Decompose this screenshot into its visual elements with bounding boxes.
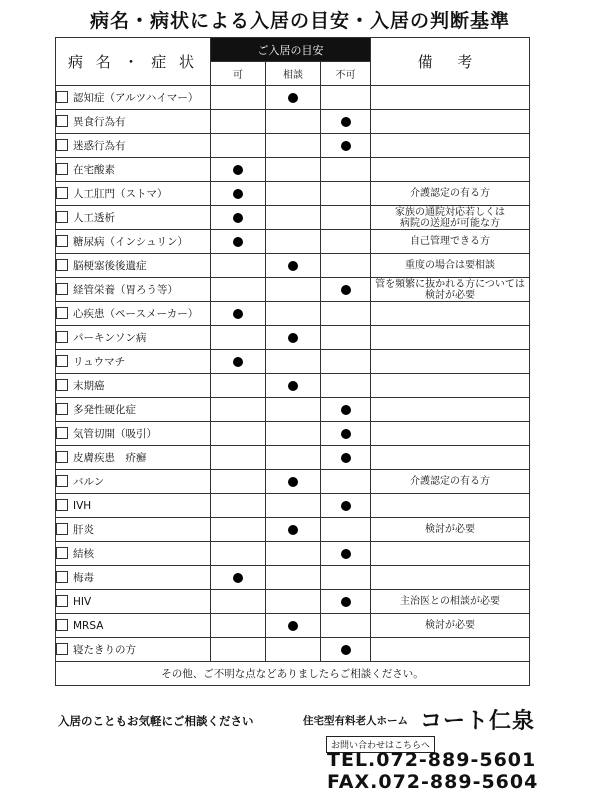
disease-cell [56,134,211,158]
remarks-cell [371,110,530,134]
remarks-text: 家族の通院対応若しくは [395,206,506,218]
remarks-text: 病院の送迎が可能な方 [400,217,501,229]
mark-cell-no [321,470,371,494]
mark-cell-consult [266,110,321,134]
disease-cell [56,638,211,662]
mark-cell-ok [211,110,266,134]
checkbox-icon[interactable] [56,139,68,151]
table-row [56,638,530,662]
mark-cell-ok [211,182,266,206]
mark-cell-no [321,254,371,278]
mark-cell-consult [266,254,321,278]
mark-cell-ok [211,158,266,182]
mark-cell-no [321,350,371,374]
invite-text: 入居のこともお気軽にご相談ください [58,714,254,728]
remarks-cell [371,254,530,278]
disease-cell [56,254,211,278]
mark-cell-no [321,422,371,446]
filled-circle-icon [233,357,243,367]
filled-circle-icon [288,93,298,103]
disease-cell [56,494,211,518]
checkbox-icon[interactable] [56,571,68,583]
checkbox-icon[interactable] [56,259,68,271]
mark-cell-consult [266,134,321,158]
disease-label: 人工肛門（ストマ） [73,188,168,200]
mark-cell-ok [211,86,266,110]
disease-label: 糖尿病（インシュリン） [73,236,189,248]
disease-cell [56,302,211,326]
disease-label: 肝炎 [73,524,94,536]
table-row [56,566,530,590]
mark-cell-consult [266,638,321,662]
checkbox-icon[interactable] [56,283,68,295]
mark-cell-no [321,638,371,662]
fax-number: FAX.072-889-5604 [327,771,539,793]
mark-cell-ok [211,614,266,638]
filled-circle-icon [233,573,243,583]
remarks-text: 検討が必要 [425,620,476,631]
remarks-cell [371,470,530,494]
remarks-cell [371,158,530,182]
disease-label: MRSA [73,619,104,632]
mark-cell-ok [211,398,266,422]
mark-cell-no [321,278,371,302]
mark-cell-no [321,614,371,638]
remarks-cell [371,134,530,158]
mark-cell-ok [211,206,266,230]
disease-cell [56,158,211,182]
filled-circle-icon [341,645,351,655]
filled-circle-icon [341,141,351,151]
remarks-cell [371,86,530,110]
checkbox-icon[interactable] [56,523,68,535]
disease-label: 皮膚疾患 疥癬 [73,452,147,464]
disease-cell [56,590,211,614]
page-title: 病名・病状による入居の目安・入居の判断基準 [89,10,510,32]
filled-circle-icon [288,621,298,631]
mark-cell-consult [266,494,321,518]
checkbox-icon[interactable] [56,427,68,439]
disease-cell [56,206,211,230]
remarks-cell [371,182,530,206]
table-row [56,542,530,566]
filled-circle-icon [233,165,243,175]
mark-cell-no [321,158,371,182]
filled-circle-icon [341,405,351,415]
table-row [56,278,530,302]
disease-label: 異食行為有 [73,116,126,128]
criteria-table [55,37,530,686]
mark-cell-no [321,110,371,134]
mark-cell-ok [211,470,266,494]
mark-cell-consult [266,542,321,566]
checkbox-icon[interactable] [56,643,68,655]
tel-number: TEL.072-889-5601 [327,749,537,771]
disease-label: 脳梗塞後後遺症 [73,260,147,272]
mark-cell-ok [211,518,266,542]
disease-cell [56,518,211,542]
disease-label: リュウマチ [73,356,126,368]
mark-cell-ok [211,134,266,158]
disease-label: バルン [73,476,105,488]
checkbox-icon[interactable] [56,619,68,631]
disease-cell [56,326,211,350]
mark-cell-consult [266,302,321,326]
table-row [56,230,530,254]
remarks-cell [371,278,530,302]
mark-cell-no [321,446,371,470]
disease-label: 梅毒 [73,572,94,584]
mark-cell-no [321,494,371,518]
table-row [56,494,530,518]
table-body [56,86,530,662]
table-row [56,254,530,278]
checkbox-icon[interactable] [56,499,68,511]
table-row [56,470,530,494]
disease-label: 多発性硬化症 [73,404,136,416]
remarks-text: 介護認定の有る方 [410,476,491,487]
mark-cell-no [321,566,371,590]
remarks-cell [371,350,530,374]
remarks-cell [371,206,530,230]
header-ok: 可 [211,62,266,86]
disease-label: 気管切開（吸引） [73,428,157,440]
disease-label: 心疾患（ペースメーカー） [73,308,199,320]
disease-label: パーキンソン病 [73,332,147,344]
disease-cell [56,110,211,134]
mark-cell-no [321,326,371,350]
mark-cell-ok [211,350,266,374]
mark-cell-consult [266,398,321,422]
checkbox-icon[interactable] [56,403,68,415]
mark-cell-ok [211,374,266,398]
company-name: コート仁泉 [420,709,536,734]
mark-cell-no [321,230,371,254]
mark-cell-ok [211,278,266,302]
remarks-cell [371,326,530,350]
disease-label: IVH [73,499,92,512]
table-row [56,110,530,134]
disease-cell [56,86,211,110]
table-row [56,398,530,422]
disease-label: 結核 [73,548,94,560]
disease-label: 経管栄養（胃ろう等） [73,284,178,296]
filled-circle-icon [288,477,298,487]
mark-cell-consult [266,614,321,638]
filled-circle-icon [233,213,243,223]
remarks-text: 検討が必要 [425,289,476,301]
filled-circle-icon [341,285,351,295]
table-row [56,614,530,638]
table-row [56,86,530,110]
mark-cell-ok [211,422,266,446]
checkbox-icon[interactable] [56,451,68,463]
table-row [56,302,530,326]
mark-cell-no [321,518,371,542]
checkbox-icon[interactable] [56,547,68,559]
mark-cell-no [321,374,371,398]
disease-cell [56,446,211,470]
remarks-text: 自己管理できる方 [410,236,491,247]
checkbox-icon[interactable] [56,91,68,103]
footer-note: その他、ご不明な点などありましたらご相談ください。 [56,662,530,686]
mark-cell-consult [266,278,321,302]
mark-cell-consult [266,86,321,110]
remarks-cell [371,302,530,326]
checkbox-icon[interactable] [56,211,68,223]
disease-label: 末期癌 [73,380,105,392]
table-row [56,326,530,350]
mark-cell-consult [266,230,321,254]
mark-cell-ok [211,446,266,470]
remarks-cell [371,422,530,446]
mark-cell-ok [211,638,266,662]
mark-cell-consult [266,446,321,470]
checkbox-icon[interactable] [56,163,68,175]
mark-cell-no [321,302,371,326]
mark-cell-ok [211,494,266,518]
mark-cell-no [321,398,371,422]
remarks-cell [371,374,530,398]
mark-cell-no [321,590,371,614]
header-consult: 相談 [266,62,321,86]
filled-circle-icon [233,189,243,199]
remarks-cell [371,590,530,614]
table-row [56,182,530,206]
filled-circle-icon [288,333,298,343]
table-row [56,206,530,230]
filled-circle-icon [341,453,351,463]
mark-cell-consult [266,158,321,182]
disease-cell [56,614,211,638]
disease-cell [56,470,211,494]
header-no: 不可 [321,62,371,86]
disease-label: 在宅酸素 [73,164,115,176]
remarks-cell [371,614,530,638]
disease-label: 迷惑行為有 [73,140,126,152]
mark-cell-consult [266,350,321,374]
filled-circle-icon [233,309,243,319]
filled-circle-icon [288,261,298,271]
remarks-cell [371,566,530,590]
remarks-cell [371,230,530,254]
mark-cell-no [321,86,371,110]
remarks-cell [371,518,530,542]
mark-cell-consult [266,590,321,614]
remarks-text: 管を頻繁に抜かれる方については [375,278,525,290]
filled-circle-icon [233,237,243,247]
disease-label: 認知症（アルツハイマー） [73,92,199,104]
filled-circle-icon [341,597,351,607]
remarks-cell [371,494,530,518]
mark-cell-consult [266,182,321,206]
disease-label: HIV [73,595,92,608]
mark-cell-consult [266,326,321,350]
header-remarks: 備 考 [371,38,530,86]
mark-cell-ok [211,566,266,590]
checkbox-icon[interactable] [56,355,68,367]
filled-circle-icon [341,549,351,559]
disease-cell [56,566,211,590]
mark-cell-consult [266,566,321,590]
table-row [56,374,530,398]
table-row [56,350,530,374]
header-disease: 病 名 ・ 症 状 [56,38,211,86]
filled-circle-icon [288,381,298,391]
table-row [56,590,530,614]
table-row [56,422,530,446]
checkbox-icon[interactable] [56,595,68,607]
checkbox-icon[interactable] [56,331,68,343]
filled-circle-icon [341,117,351,127]
mark-cell-ok [211,542,266,566]
disease-cell [56,542,211,566]
table-row [56,158,530,182]
remarks-text: 重度の場合は要相談 [405,260,496,271]
mark-cell-ok [211,302,266,326]
checkbox-icon[interactable] [56,379,68,391]
disease-cell [56,230,211,254]
remarks-text: 介護認定の有る方 [410,188,491,199]
disease-cell [56,374,211,398]
table-row [56,446,530,470]
company-type: 住宅型有料老人ホーム [303,715,408,727]
filled-circle-icon [341,501,351,511]
disease-label: 寝たきりの方 [73,644,136,656]
filled-circle-icon [288,525,298,535]
mark-cell-consult [266,518,321,542]
disease-cell [56,398,211,422]
mark-cell-no [321,542,371,566]
mark-cell-no [321,206,371,230]
mark-cell-no [321,182,371,206]
remarks-cell [371,446,530,470]
disease-cell [56,278,211,302]
checkbox-icon[interactable] [56,187,68,199]
disease-label: 人工透析 [73,212,115,224]
remarks-cell [371,398,530,422]
checkbox-icon[interactable] [56,475,68,487]
remarks-cell [371,542,530,566]
checkbox-icon[interactable] [56,235,68,247]
contact-label: お問い合わせはこちらへ [326,736,435,753]
disease-cell [56,422,211,446]
mark-cell-consult [266,470,321,494]
disease-cell [56,350,211,374]
mark-cell-consult [266,422,321,446]
mark-cell-ok [211,326,266,350]
remarks-text: 主治医との相談が必要 [400,596,501,607]
table-row [56,134,530,158]
table-row [56,518,530,542]
checkbox-icon[interactable] [56,307,68,319]
mark-cell-no [321,134,371,158]
mark-cell-ok [211,590,266,614]
disease-cell [56,182,211,206]
remarks-cell [371,638,530,662]
mark-cell-consult [266,374,321,398]
mark-cell-ok [211,254,266,278]
mark-cell-ok [211,230,266,254]
checkbox-icon[interactable] [56,115,68,127]
header-guide: ご入居の目安 [211,38,371,62]
remarks-text: 検討が必要 [425,524,476,535]
mark-cell-consult [266,206,321,230]
filled-circle-icon [341,429,351,439]
